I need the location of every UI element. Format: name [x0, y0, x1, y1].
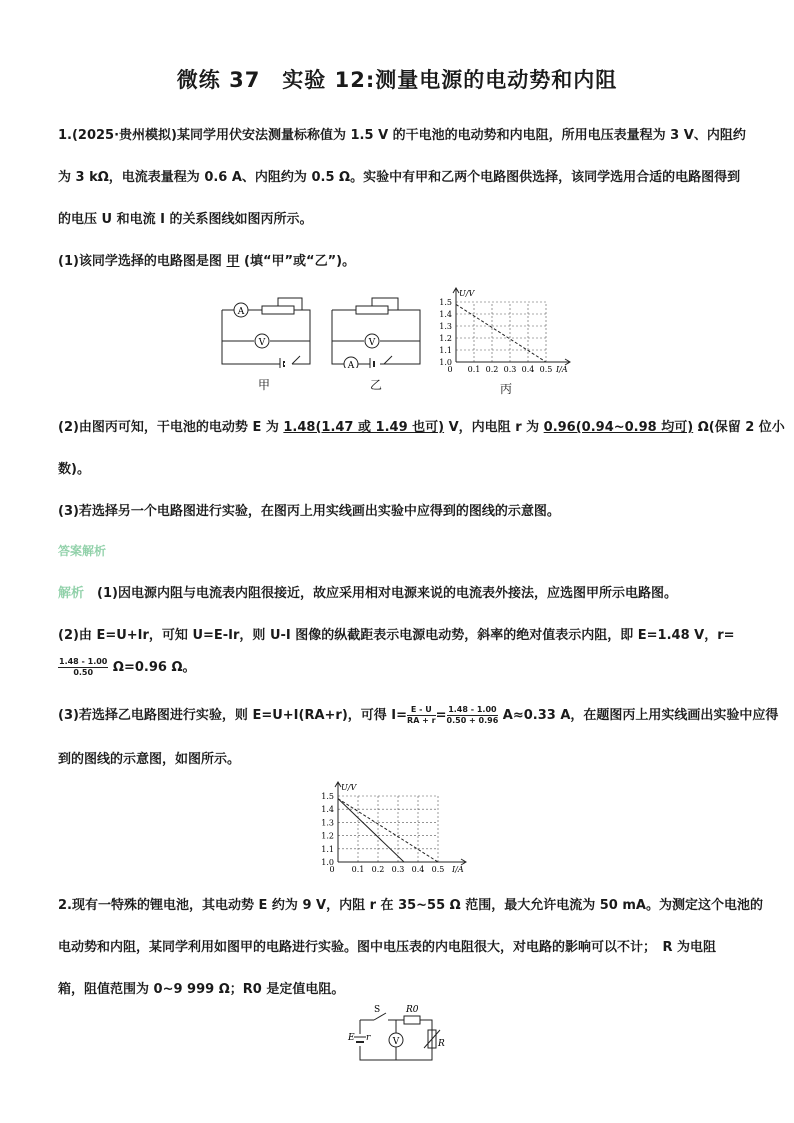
- solution-part-1: [58, 582, 677, 601]
- dashed-line-series: [338, 799, 438, 862]
- y-tick-label: 1.2: [321, 831, 334, 841]
- q1-part-1-answer: 甲: [226, 254, 240, 269]
- q1-part-2-text: (2)由图丙可知，干电池的电动势 E 为: [58, 420, 284, 435]
- svg-text:V: V: [258, 338, 266, 348]
- svg-text:A: A: [347, 361, 355, 368]
- x-tick-label: 0.5: [431, 865, 445, 874]
- svg-text:V: V: [392, 1037, 400, 1047]
- y-tick-label: 1.1: [321, 844, 334, 854]
- x-tick-label: 0.2: [485, 365, 499, 374]
- solution-tag: 解析: [58, 586, 85, 601]
- q1-part-1-text: (1)该同学选择的电路图是图: [58, 254, 227, 269]
- circuit-lithium: [344, 1002, 448, 1068]
- svg-text:R: R: [438, 1039, 445, 1049]
- q1-line-2: 为 3 kΩ，电流表量程为 0.6 A、内阻约为 0.5 Ω。实验中有甲和乙两个电路图供选择，该同学选用合适的电路图得到: [58, 170, 741, 185]
- y-tick-label: 1.0: [321, 858, 334, 867]
- x-tick-label: 0.4: [411, 865, 425, 874]
- x-tick-label: 0.5: [539, 365, 553, 374]
- x-tick-label: 0: [329, 865, 335, 874]
- svg-text:V: V: [368, 338, 376, 348]
- y-tick-label: 1.3: [321, 818, 334, 828]
- fraction-current-numeric: $\frac{1.48 - 1.00}{0.50 + 0.96}$: [446, 705, 499, 725]
- y-tick-label: 1.5: [321, 792, 334, 801]
- svg-text:S: S: [374, 1005, 381, 1015]
- x-axis-label: I/A: [452, 865, 464, 874]
- q2-line-1: 2.现有一特殊的锂电池，其电动势 E 约为 9 V，内阻 r 在 35~55 Ω 范围，最大允许电流为 50 mA。为测定这个电池的: [58, 898, 763, 913]
- circuit-jia: [218, 292, 314, 368]
- solid-line-series: [338, 799, 404, 862]
- solution-part-3-text: (3)若选择乙电路图进行实验，则 E=U+I(RA+r)，可得 I=: [58, 708, 408, 723]
- q1-part-2-answer-emf: 1.48(1.47 或 1.49 也可): [283, 420, 445, 435]
- q2-line-2: 电动势和内阻，某同学利用如图甲的电路进行实验。图中电压表的内电阻很大，对电路的影响可以不计； R 为电阻: [58, 940, 717, 955]
- x-tick-label: 0: [447, 365, 453, 374]
- solution-part-2-result: Ω=0.96 Ω。: [108, 660, 196, 675]
- q1-part-2-line-2: 数)。: [58, 462, 90, 477]
- fraction-r: $\frac{1.48 - 1.00}{0.50}$: [59, 657, 108, 677]
- x-axis-label: I/A: [556, 365, 568, 374]
- x-tick-label: 0.4: [521, 365, 535, 374]
- svg-text:E: E: [348, 1033, 355, 1043]
- q1-line-1: 1.(2025·贵州模拟)某同学用伏安法测量标称值为 1.5 V 的干电池的电动势和内电阻，所用电压表量程为 3 V、内阻约: [58, 128, 746, 143]
- x-tick-label: 0.3: [391, 865, 405, 874]
- q1-line-3: 的电压 U 和电流 I 的关系图线如图丙所示。: [58, 212, 313, 227]
- chart-bing: [432, 282, 582, 378]
- fig-label-bing: 丙: [500, 382, 513, 396]
- q1-part-1: [58, 250, 355, 269]
- x-tick-label: 0.2: [371, 865, 385, 874]
- y-axis-label: U/V: [341, 783, 357, 792]
- svg-text:A: A: [237, 307, 245, 317]
- q1-part-2-mid: V，内电阻 r 为: [444, 420, 544, 435]
- solution-part-3-tail: A≈0.33 A，在题图丙上用实线画出实验中应得: [498, 708, 779, 723]
- y-tick-label: 1.1: [439, 346, 452, 355]
- q1-part-2-tail: Ω(保留 2 位小: [693, 420, 785, 435]
- x-tick-label: 0.1: [351, 865, 365, 874]
- q2-line-3: 箱，阻值范围为 0~9 999 Ω；R0 是定值电阻。: [58, 982, 345, 997]
- y-tick-label: 1.4: [439, 310, 452, 319]
- y-tick-label: 1.4: [321, 805, 334, 815]
- page-title: 微练 37 实验 12:测量电源的电动势和内阻: [176, 68, 618, 92]
- solution-header: 答案解析: [58, 544, 107, 558]
- y-tick-label: 1.0: [439, 358, 452, 367]
- fraction-current-symbolic: $\frac{E - U}{RA + r}$: [407, 705, 436, 725]
- q1-part-2-answer-r: 0.96(0.94~0.98 均可): [543, 420, 694, 435]
- solution-part-3-line-2: 到的图线的示意图，如图所示。: [58, 752, 241, 767]
- y-tick-label: 1.3: [439, 322, 452, 331]
- y-tick-label: 1.5: [439, 298, 452, 307]
- q1-part-3: (3)若选择另一个电路图进行实验，在图丙上用实线画出实验中应得到的图线的示意图。: [58, 504, 560, 519]
- dashed-line-series: [456, 304, 546, 362]
- svg-text:r: r: [366, 1033, 371, 1043]
- solution-part-2: (2)由 E=U+Ir，可知 U=E-Ir，则 U-I 图像的纵截距表示电源电动势，斜率的绝对值表示内阻，即 E=1.48 V，r=: [58, 628, 735, 643]
- solution-chart: [306, 776, 482, 876]
- q1-part-2: [58, 416, 785, 435]
- q1-part-1-hint: (填“甲”或“乙”)。: [239, 254, 356, 269]
- solution-part-1-text: (1)因电源内阻与电流表内阻很接近，故应采用相对电源来说的电流表外接法，应选图甲所示电路图。: [97, 586, 677, 601]
- fig-label-jia: 甲: [258, 378, 271, 392]
- circuit-yi: [328, 292, 424, 368]
- fig-label-yi: 乙: [370, 378, 383, 392]
- y-tick-label: 1.2: [439, 334, 452, 343]
- solution-part-2-fraction-line: [58, 656, 196, 678]
- x-tick-label: 0.3: [503, 365, 517, 374]
- x-tick-label: 0.1: [467, 365, 481, 374]
- y-axis-label: U/V: [459, 289, 475, 298]
- solution-part-3: (3)若选择乙电路图进行实验，则 E=U+I(RA+r)，可得 I= $\frac{E - U}{RA + r}$ = $\frac{1.48 - 1.00}{0.50 + 0.96}$ A≈0.33 A，在题图丙上用实线画出实验中应得: [58, 705, 779, 725]
- svg-text:R0: R0: [406, 1005, 419, 1015]
